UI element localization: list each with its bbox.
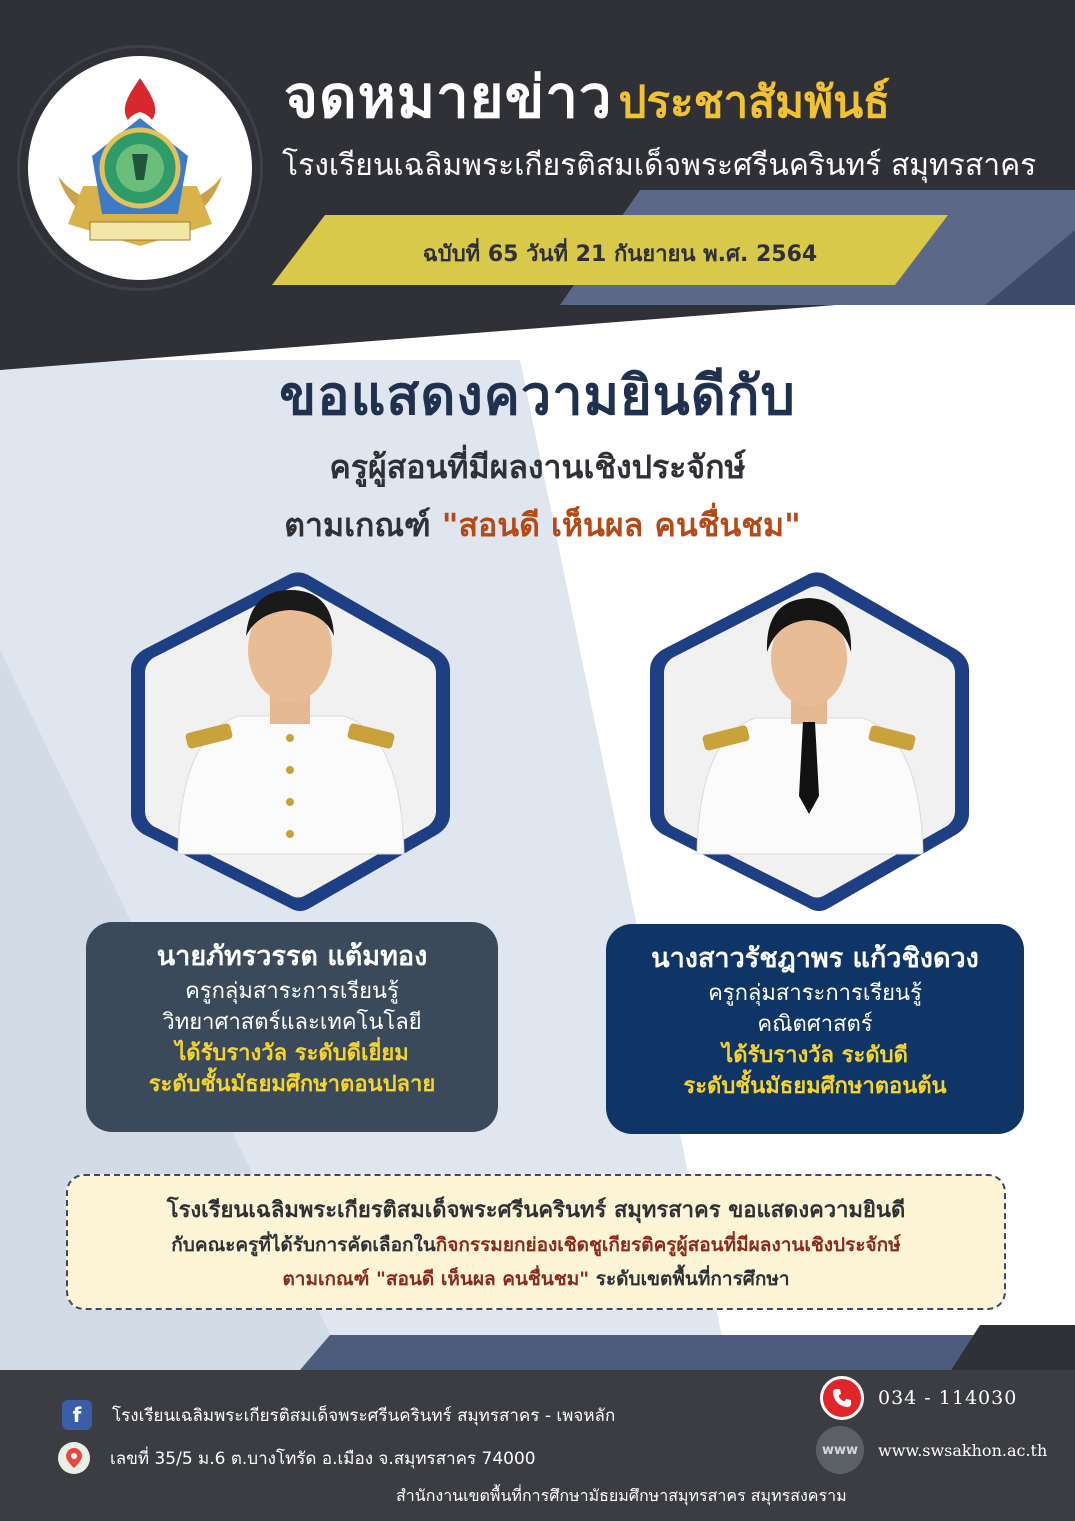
map-pin-icon — [58, 1442, 90, 1474]
subheading-prefix: ตามเกณฑ์ — [284, 506, 442, 544]
slogan-highlight: "สอนดี เห็นผล คนชื่นชม" — [441, 506, 801, 544]
phone-icon — [820, 1376, 864, 1420]
facebook-icon: f — [62, 1400, 92, 1430]
message-line2-prefix: กับคณะครูที่ได้รับการคัดเลือกใน — [171, 1234, 436, 1256]
teacher-award: ได้รับรางวัล ระดับดี — [722, 1043, 908, 1068]
message-line3-highlight: ตามเกณฑ์ "สอนดี เห็นผล คนชื่นชม" — [282, 1268, 590, 1290]
facebook-page-link[interactable]: โรงเรียนเฉลิมพระเกียรติสมเด็จพระศรีนครินทร์ สมุทรสาคร - เพจหลัก — [112, 1405, 616, 1426]
message-line2 — [68, 1228, 1004, 1262]
footer-facebook[interactable] — [62, 1400, 615, 1430]
message-line1: โรงเรียนเฉลิมพระเกียรติสมเด็จพระศรีนครินทร์ สมุทรสาคร ขอแสดงความยินดี — [166, 1198, 906, 1223]
crest-icon — [28, 56, 252, 280]
teacher-group: ครูกลุ่มสาระการเรียนรู้ — [185, 979, 399, 1004]
message-line3-suffix: ระดับเขตพื้นที่การศึกษา — [589, 1268, 790, 1290]
teacher-subject: คณิตศาสตร์ — [757, 1012, 873, 1037]
teacher-group: ครูกลุ่มสาระการเรียนรู้ — [708, 981, 922, 1006]
teacher-card-left — [86, 922, 498, 1132]
globe-icon: www — [816, 1426, 864, 1474]
teacher-card-right — [606, 924, 1024, 1134]
newsletter-title — [284, 50, 1064, 140]
teacher-name: นางสาวรัชฎาพร แก้วชิงดวง — [651, 943, 979, 974]
message-line2-highlight: กิจกรรมยกย่องเชิดชูเกียรติครูผู้สอนที่มีผลงานเชิงประจักษ์ — [435, 1234, 901, 1256]
message-line3 — [68, 1262, 1004, 1296]
title-main-text: จดหมายข่าว — [284, 63, 613, 131]
congrats-heading: ขอแสดงความยินดีกับ — [279, 364, 796, 427]
title-accent-text: ประชาสัมพันธ์ — [618, 77, 891, 128]
school-name: โรงเรียนเฉลิมพระเกียรติสมเด็จพระศรีนครินทร์ สมุทรสาคร — [282, 148, 1037, 183]
issue-banner: ฉบับที่ 65 วันที่ 21 กันยายน พ.ศ. 2564 — [422, 242, 818, 267]
congrats-message-box — [66, 1174, 1006, 1310]
teacher-photo-frame-right — [637, 566, 982, 916]
teacher-level: ระดับชั้นมัธยมศึกษาตอนปลาย — [148, 1072, 436, 1097]
phone-number[interactable]: 034 - 114030 — [878, 1387, 1018, 1409]
footer-website[interactable] — [816, 1426, 1047, 1474]
address-text: เลขที่ 35/5 ม.6 ต.บางโทรัด อ.เมือง จ.สมุทรสาคร 74000 — [110, 1448, 536, 1469]
footer-office — [396, 1484, 847, 1509]
teacher-photo-frame-left — [118, 566, 463, 916]
office-text: สำนักงานเขตพื้นที่การศึกษามัธยมศึกษาสมุทรสาคร สมุทรสงคราม — [396, 1486, 847, 1505]
teacher-subject: วิทยาศาสตร์และเทคโนโลยี — [162, 1010, 422, 1035]
teacher-name: นายภัทรวรรต แต้มทอง — [156, 941, 428, 972]
teacher-level: ระดับชั้นมัธยมศึกษาตอนต้น — [683, 1074, 947, 1099]
teacher-award: ได้รับรางวัล ระดับดีเยี่ยม — [175, 1041, 409, 1066]
school-logo — [20, 48, 260, 288]
subheading-line2 — [0, 500, 1075, 551]
website-link[interactable]: www.swsakhon.ac.th — [878, 1440, 1048, 1460]
footer-address — [58, 1442, 536, 1474]
subheading-line1: ครูผู้สอนที่มีผลงานเชิงประจักษ์ — [329, 448, 746, 486]
footer-phone[interactable] — [820, 1376, 1017, 1420]
